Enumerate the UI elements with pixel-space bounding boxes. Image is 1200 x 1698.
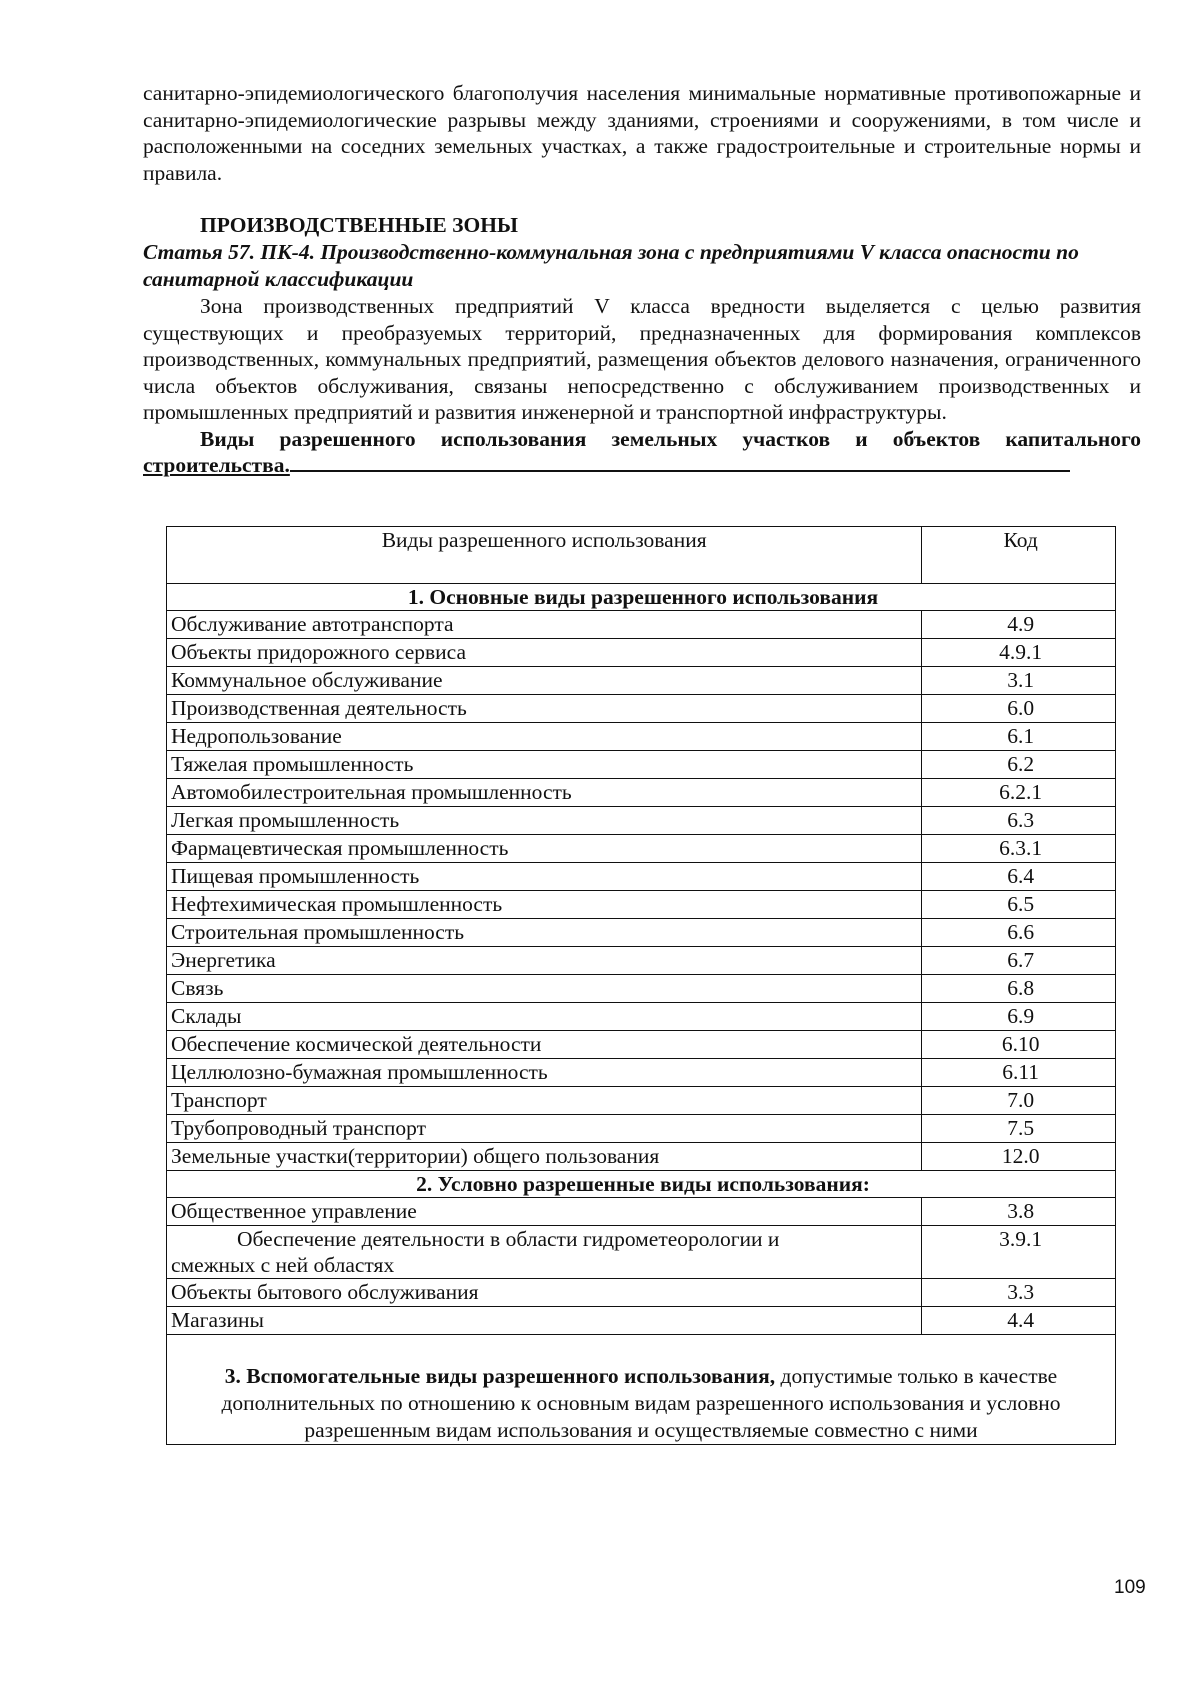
table-row [167, 611, 1116, 639]
section-heading: ПРОИЗВОДСТВЕННЫЕ ЗОНЫ [200, 213, 519, 237]
use-code-cell: 6.0 [922, 695, 1116, 723]
use-code-cell: 6.3.1 [922, 835, 1116, 863]
use-code-cell: 6.9 [922, 1003, 1116, 1031]
use-code-cell: 6.2 [922, 751, 1116, 779]
use-name-cell: Фармацевтическая промышленность [167, 835, 922, 863]
table-row [167, 751, 1116, 779]
use-name-cell: Трубопроводный транспорт [167, 1115, 922, 1143]
use-code-cell: 3.1 [922, 667, 1116, 695]
table-row [167, 695, 1116, 723]
zone-description: Зона производственных предприятий V класса вредности выделяется с целью развития существующих и преобразуемых территорий, предназначенных для формирования комплексов производственных, коммунальных предприятий, размещения объектов делового назначения, ограниченного числа объектов обслуживания, связаны непосредственно с обслуживанием производственных и промышленных предприятий и развития инженерной и транспортной инфраструктуры. [143, 294, 1141, 424]
use-code-cell: 6.8 [922, 975, 1116, 1003]
use-name-cell: Обеспечение космической деятельности [167, 1031, 922, 1059]
use-code-cell: 3.8 [922, 1198, 1116, 1226]
use-code-cell: 6.6 [922, 919, 1116, 947]
use-name-cell: Энергетика [167, 947, 922, 975]
use-name-cell: Целлюлозно-бумажная промышленность [167, 1059, 922, 1087]
use-name-cell: Пищевая промышленность [167, 863, 922, 891]
table-row [167, 1087, 1116, 1115]
table-row [167, 1279, 1116, 1307]
page-number: 109 [1114, 1577, 1146, 1598]
use-name-cell: Общественное управление [167, 1198, 922, 1226]
table-row [167, 1003, 1116, 1031]
table-header-row [167, 527, 1116, 584]
use-name-cell: Склады [167, 1003, 922, 1031]
section3-text: допустимые только в качестве дополнительных по отношению к основным видам разрешенного использования и условно разрешенным видам использования и осуществляемые совместно с ними [221, 1364, 1061, 1442]
section3-row [167, 1335, 1116, 1445]
table-row [167, 975, 1116, 1003]
use-code-cell: 4.4 [922, 1307, 1116, 1335]
article-title: Статья 57. ПК-4. Производственно-коммунальная зона с предприятиями V класса опасности по санитарной классификации [143, 240, 1079, 291]
use-name-cell: Транспорт [167, 1087, 922, 1115]
table-row [167, 891, 1116, 919]
use-code-cell: 6.7 [922, 947, 1116, 975]
table-row [167, 1059, 1116, 1087]
section1-row [167, 584, 1116, 611]
section3-cell [167, 1335, 1116, 1445]
fill-line [290, 468, 1070, 472]
document-page [143, 80, 1141, 479]
table-row [167, 639, 1116, 667]
types-heading-part2: строительства. [143, 453, 290, 477]
use-name-cell: Легкая промышленность [167, 807, 922, 835]
table-row [167, 1307, 1116, 1335]
use-name-cell: Производственная деятельность [167, 695, 922, 723]
table-row [167, 779, 1116, 807]
table-row [167, 863, 1116, 891]
section2-row [167, 1171, 1116, 1198]
section2-title: 2. Условно разрешенные виды использования: [167, 1171, 1116, 1198]
types-heading [143, 426, 1141, 479]
use-code-cell: 6.3 [922, 807, 1116, 835]
use-code-cell: 6.11 [922, 1059, 1116, 1087]
use-code-cell: 6.4 [922, 863, 1116, 891]
table-row [167, 1226, 1116, 1279]
use-name-line2: смежных с ней областях [171, 1253, 395, 1277]
use-code-cell: 6.10 [922, 1031, 1116, 1059]
table-row [167, 1115, 1116, 1143]
use-code-cell: 6.2.1 [922, 779, 1116, 807]
section1-title: 1. Основные виды разрешенного использования [167, 584, 1116, 611]
use-code-cell: 12.0 [922, 1143, 1116, 1171]
use-name-cell: Объекты бытового обслуживания [167, 1279, 922, 1307]
use-name-cell: Строительная промышленность [167, 919, 922, 947]
table-row [167, 807, 1116, 835]
header-name-cell: Виды разрешенного использования [167, 527, 922, 584]
table-row [167, 1031, 1116, 1059]
use-name-cell: Автомобилестроительная промышленность [167, 779, 922, 807]
use-code-cell: 7.0 [922, 1087, 1116, 1115]
use-code-cell: 3.3 [922, 1279, 1116, 1307]
use-code-cell: 4.9.1 [922, 639, 1116, 667]
use-name-cell: Недропользование [167, 723, 922, 751]
use-name-cell: Коммунальное обслуживание [167, 667, 922, 695]
use-code-cell: 6.5 [922, 891, 1116, 919]
land-use-table [166, 526, 1116, 1445]
use-code-cell: 4.9 [922, 611, 1116, 639]
use-code-cell: 6.1 [922, 723, 1116, 751]
table-row [167, 1143, 1116, 1171]
use-name-line1: Обеспечение деятельности в области гидрометеорологии и [237, 1227, 780, 1251]
use-name-cell: Магазины [167, 1307, 922, 1335]
section3-title: 3. Вспомогательные виды разрешенного использования, [224, 1364, 776, 1388]
use-name-cell: Объекты придорожного сервиса [167, 639, 922, 667]
table-row [167, 919, 1116, 947]
use-code-cell: 7.5 [922, 1115, 1116, 1143]
use-name-cell: Земельные участки(территории) общего пользования [167, 1143, 922, 1171]
table-row [167, 1198, 1116, 1226]
types-heading-part1: Виды разрешенного использования земельных участков и объектов капитального [200, 426, 1141, 451]
header-code-cell: Код [922, 527, 1116, 584]
table-row [167, 835, 1116, 863]
intro-paragraph: санитарно-эпидемиологического благополучия населения минимальные нормативные противопожарные и санитарно-эпидемиологические разрывы между зданиями, строениями и сооружениями, в том числе и расположенными на соседних земельных участках, а также градостроительные и строительные нормы и правила. [143, 81, 1141, 185]
table-row [167, 947, 1116, 975]
table-row [167, 723, 1116, 751]
use-name-cell: Нефтехимическая промышленность [167, 891, 922, 919]
use-name-cell: Связь [167, 975, 922, 1003]
use-name-cell [167, 1226, 922, 1279]
use-code-cell: 3.9.1 [922, 1226, 1116, 1279]
use-name-cell: Обслуживание автотранспорта [167, 611, 922, 639]
table-row [167, 667, 1116, 695]
use-name-cell: Тяжелая промышленность [167, 751, 922, 779]
